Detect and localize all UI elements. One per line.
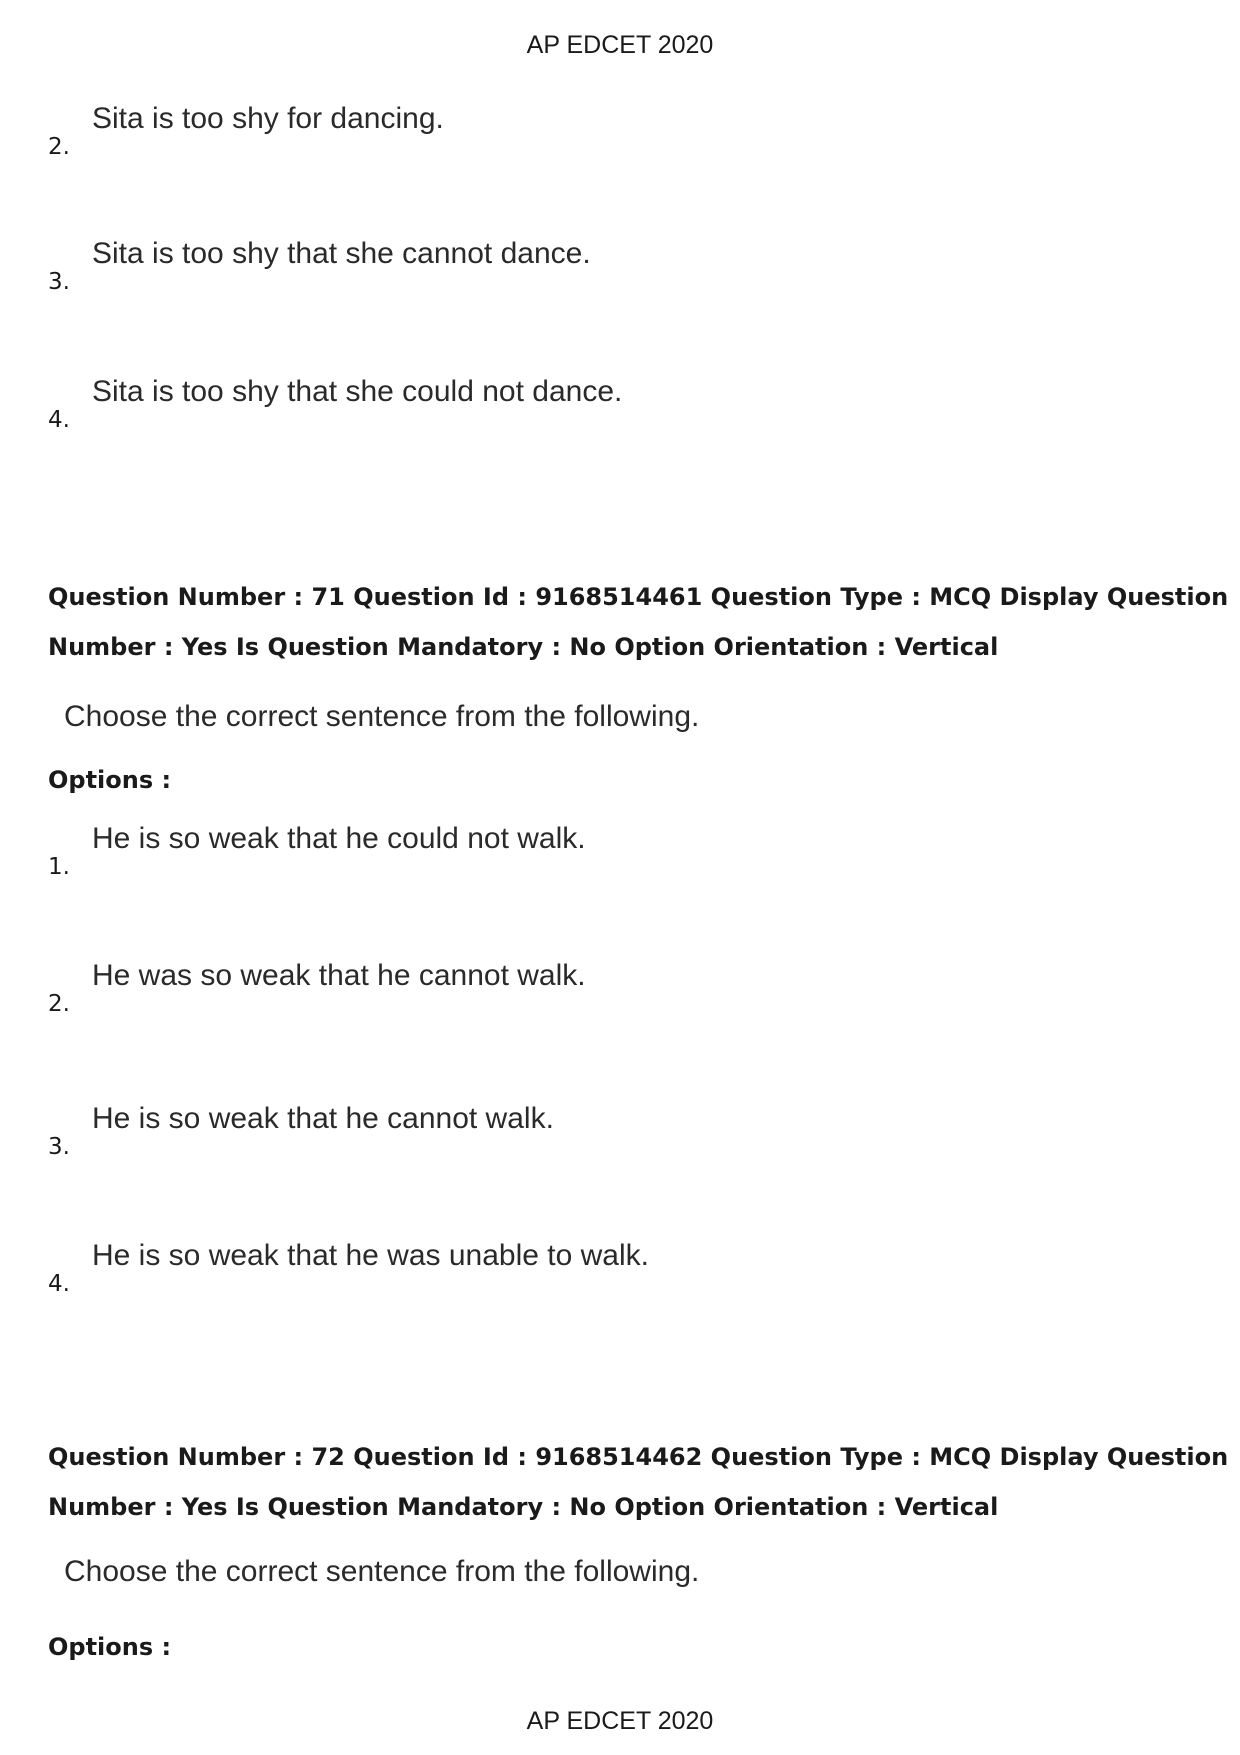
option-number: 4. <box>48 1271 70 1297</box>
option-item[interactable] <box>48 102 1148 172</box>
option-item[interactable] <box>48 375 1148 445</box>
option-number: 4. <box>48 407 70 433</box>
question-meta-line: Number : Yes Is Question Mandatory : No Option Orientation : Vertical <box>48 633 999 661</box>
question-text: Choose the correct sentence from the following. <box>64 700 700 733</box>
page-footer: AP EDCET 2020 <box>526 1707 714 1735</box>
option-item[interactable] <box>48 822 1148 892</box>
option-text: He is so weak that he cannot walk. <box>92 1102 554 1135</box>
question-meta-line: Question Number : 72 Question Id : 9168514462 Question Type : MCQ Display Question <box>48 1443 1229 1471</box>
option-item[interactable] <box>48 237 1148 307</box>
option-item[interactable] <box>48 1239 1148 1309</box>
option-text: Sita is too shy that she cannot dance. <box>92 237 591 270</box>
question-meta <box>48 1432 1229 1532</box>
page-header: AP EDCET 2020 <box>526 31 714 59</box>
option-number: 3. <box>48 1134 70 1160</box>
option-item[interactable] <box>48 1102 1148 1172</box>
option-number: 2. <box>48 991 70 1017</box>
question-meta <box>48 572 1229 672</box>
option-number: 1. <box>48 854 70 880</box>
question-meta-line: Question Number : 71 Question Id : 9168514461 Question Type : MCQ Display Question <box>48 583 1229 611</box>
option-text: Sita is too shy that she could not dance. <box>92 375 623 408</box>
options-label: Options : <box>48 766 172 794</box>
option-text: Sita is too shy for dancing. <box>92 102 444 135</box>
option-number: 2. <box>48 134 70 160</box>
option-text: He was so weak that he cannot walk. <box>92 959 586 992</box>
options-label: Options : <box>48 1633 172 1661</box>
option-number: 3. <box>48 269 70 295</box>
option-text: He is so weak that he could not walk. <box>92 822 586 855</box>
question-meta-line: Number : Yes Is Question Mandatory : No Option Orientation : Vertical <box>48 1493 999 1521</box>
question-text: Choose the correct sentence from the following. <box>64 1555 700 1588</box>
option-text: He is so weak that he was unable to walk. <box>92 1239 649 1272</box>
option-item[interactable] <box>48 959 1148 1029</box>
